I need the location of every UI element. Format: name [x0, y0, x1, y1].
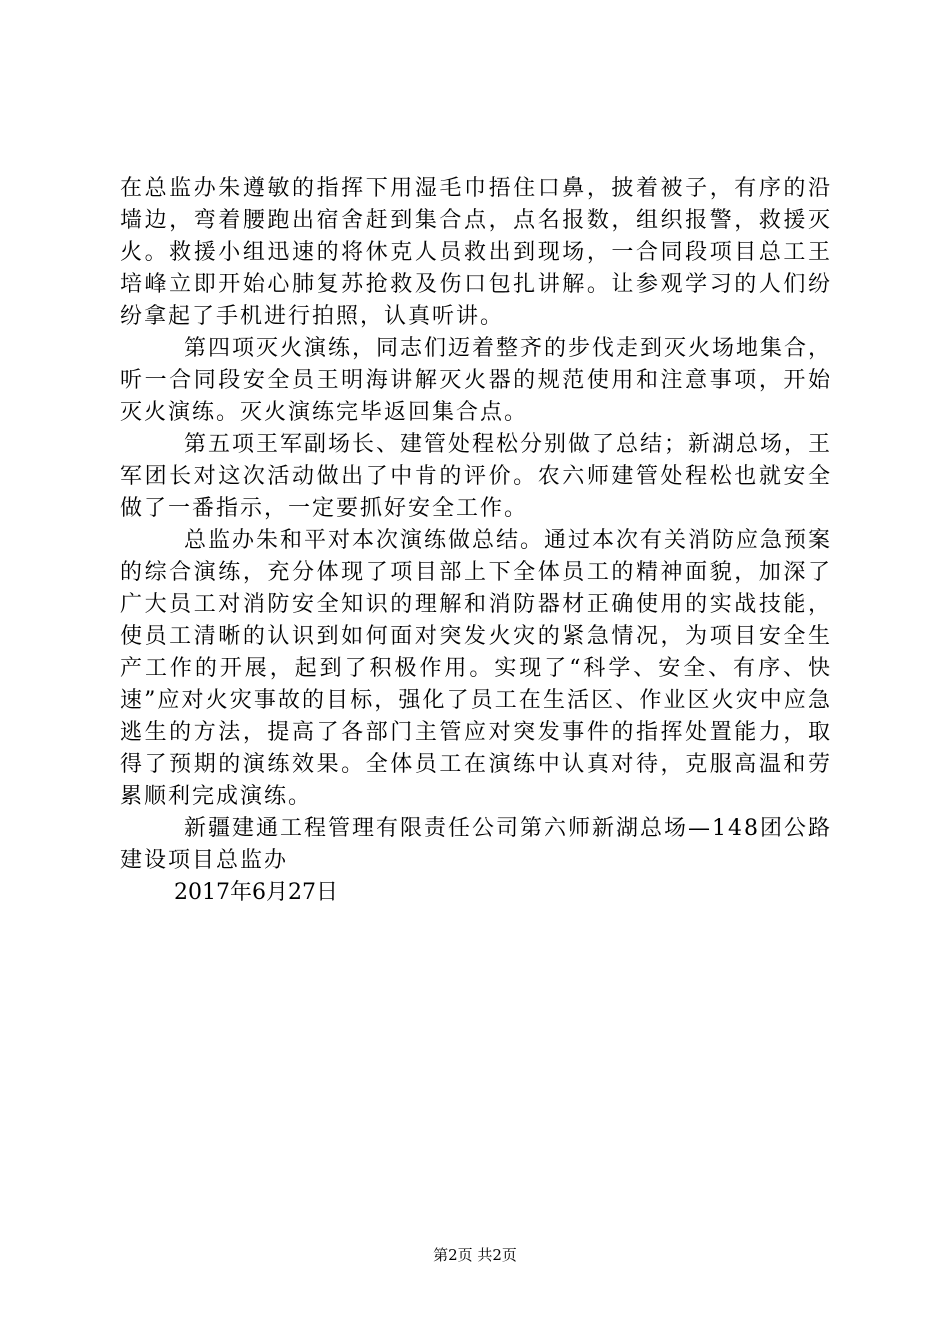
paragraph-fire-drill: 第四项灭火演练，同志们迈着整齐的步伐走到灭火场地集合，听一合同段安全员王明海讲解灭火器的规范使用和注意事项，开始灭火演练。灭火演练完毕返回集合点。 [120, 336, 833, 425]
paragraph-rescue: 在总监办朱遵敏的指挥下用湿毛巾捂住口鼻，披着被子，有序的沿墙边，弯着腰跑出宿舍赶到集合点，点名报数，组织报警，救援灭火。救援小组迅速的将休克人员救出到现场，一合同段项目总工王培峰立即开始心肺复苏抢救及伤口包扎讲解。让参观学习的人们纷纷拿起了手机进行拍照，认真听讲。 [120, 176, 832, 329]
signature-organization: 新疆建通工程管理有限责任公司第六师新湖总场—148团公路建设项目总监办 [120, 816, 832, 873]
signature-date: 2017年6月27日 [174, 880, 338, 905]
paragraph-summary-leaders: 第五项王军副场长、建管处程松分别做了总结；新湖总场，王军团长对这次活动做出了中肯的评价。农六师建管处程松也就安全做了一番指示，一定要抓好安全工作。 [120, 432, 833, 521]
paragraph-conclusion: 总监办朱和平对本次演练做总结。通过本次有关消防应急预案的综合演练，充分体现了项目部上下全体员工的精神面貌，加深了广大员工对消防安全知识的理解和消防器材正确使用的实战技能，使员工清晰的认识到如何面对突发火灾的紧急情况，为项目安全生产工作的开展，起到了积极作用。实现了“科学、安全、有序、快速”应对火灾事故的目标，强化了员工在生活区、作业区火灾中应急逃生的方法，提高了各部门主管应对突发事件的指挥处置能力，取得了预期的演练效果。全体员工在演练中认真对待，克服高温和劳累顺利完成演练。 [120, 528, 833, 809]
page-footer [0, 1245, 950, 1265]
page-number: 第2页 共2页 [433, 1246, 517, 1264]
document-body [120, 173, 832, 909]
